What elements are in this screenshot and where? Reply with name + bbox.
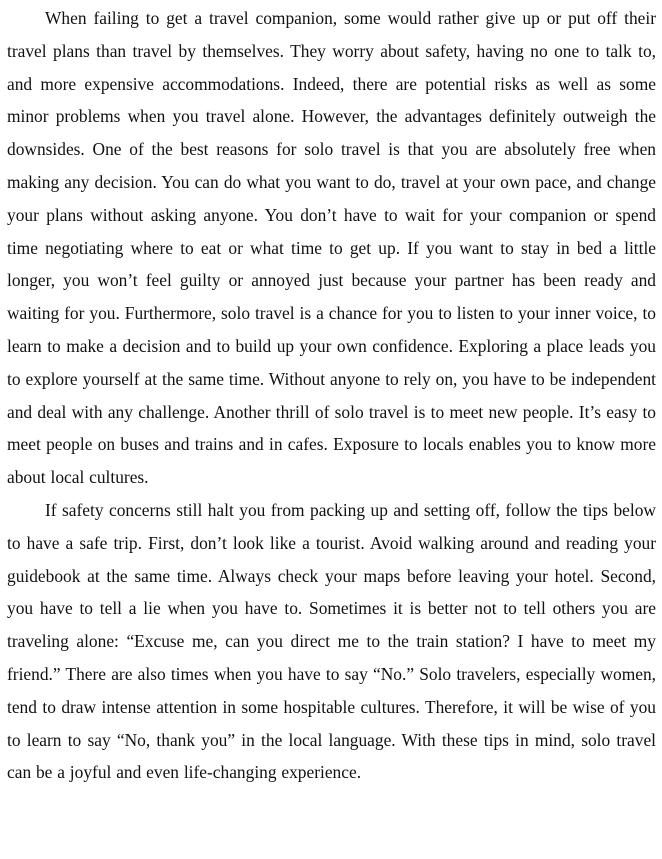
paragraph-safety-tips: If safety concerns still halt you from packing up and setting off, follow the tips below to have a safe trip. First, don’t look like a tourist. Avoid walking around and reading your guidebook at the same time. Always check your maps before leaving your hotel. Second, you have to tell a lie when you have to. Sometimes it is better not to tell others you are traveling alone: “Excuse me, can you direct me to the train station? I have to meet my friend.” There are also times when you have to say “No.” Solo travelers, especially women, tend to draw intense attention in some hospitable cultures. Therefore, it will be wise of you to learn to say “No, thank you” in the local language. With these tips in mind, solo travel can be a joyful and even life-changing experience. (7, 499, 656, 783)
paragraph-solo-travel-advantages: When failing to get a travel companion, some would rather give up or put off their travel plans than travel by themselves. They worry about safety, having no one to talk to, and more expensive accommodations. Indeed, there are potential risks as well as some minor problems when you travel alone. However, the advantages definitely outweigh the downsides. One of the best reasons for solo travel is that you are absolutely free when making any decision. You can do what you want to do, travel at your own pace, and change your plans without asking anyone. You don’t have to wait for your companion or spend time negotiating where to eat or what time to get up. If you want to stay in bed a little longer, you won’t feel guilty or annoyed just because your partner has been ready and waiting for you. Furthermore, solo travel is a chance for you to listen to your inner voice, to learn to make a decision and to build up your own confidence. Exploring a place leads you to explore yourself at the same time. Without anyone to rely on, you have to be independent and deal with any challenge. Another thrill of solo travel is to meet new people. It’s easy to meet people on buses and trains and in cafes. Exposure to locals enables you to know more about local cultures. (7, 8, 656, 488)
